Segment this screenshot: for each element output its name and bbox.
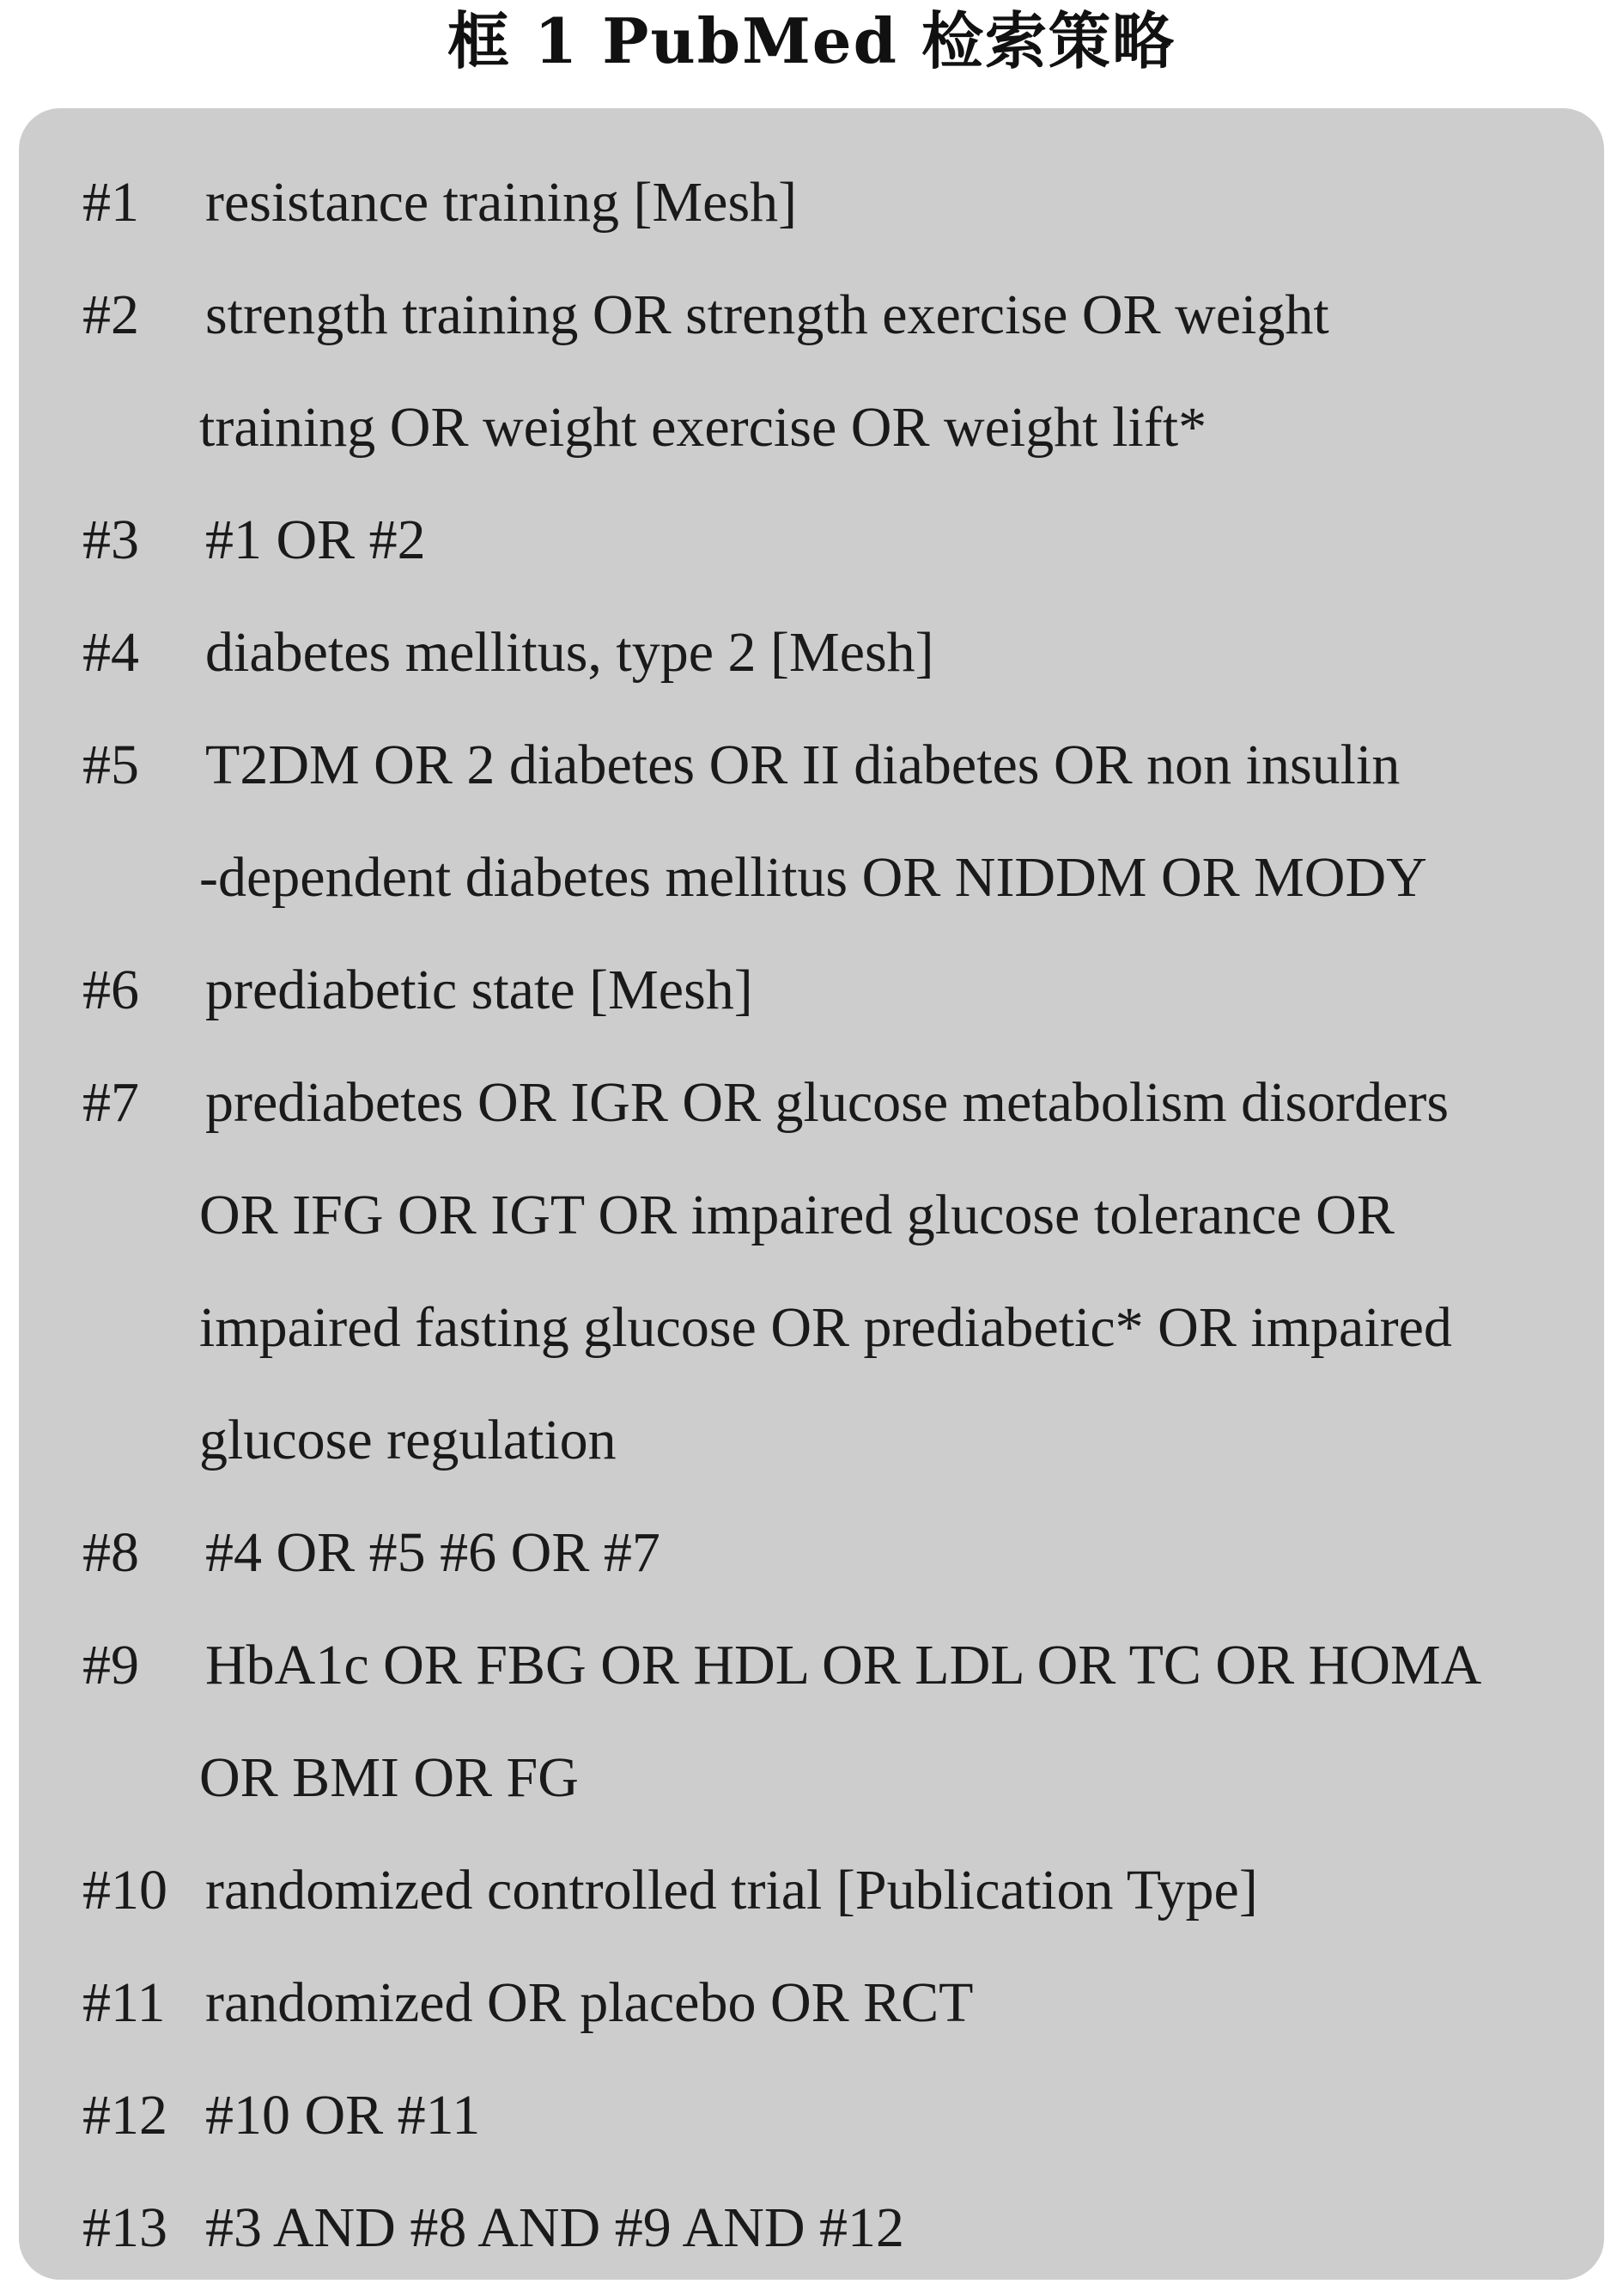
query-text: resistance training [Mesh] — [205, 171, 798, 234]
line-number: #3 — [82, 509, 139, 571]
query-text: #4 OR #5 #6 OR #7 — [205, 1521, 660, 1584]
strategy-line-continued — [62, 1159, 1556, 1271]
query-text: randomized controlled trial [Publication Type] — [205, 1859, 1258, 1921]
query-text: impaired fasting glucose OR prediabetic* OR impaired — [199, 1296, 1452, 1359]
query-text: T2DM OR 2 diabetes OR II diabetes OR non insulin — [205, 734, 1401, 796]
query-text: #10 OR #11 — [205, 2084, 481, 2147]
strategy-line — [62, 1834, 1556, 1946]
query-text: prediabetes OR IGR OR glucose metabolism disorders — [205, 1071, 1450, 1134]
query-text: HbA1c OR FBG OR HDL OR LDL OR TC OR HOMA — [205, 1634, 1482, 1696]
strategy-line-continued — [62, 1384, 1556, 1496]
strategy-line — [62, 2171, 1556, 2284]
strategy-line — [62, 146, 1556, 259]
strategy-line — [62, 1496, 1556, 1609]
line-number: #11 — [82, 1971, 166, 2034]
query-text: -dependent diabetes mellitus OR NIDDM OR MODY — [199, 846, 1427, 909]
query-text: training OR weight exercise OR weight lift* — [199, 396, 1207, 459]
query-text: #3 AND #8 AND #9 AND #12 — [205, 2196, 905, 2259]
strategy-line — [62, 934, 1556, 1046]
strategy-line — [62, 1046, 1556, 1159]
strategy-line-continued — [62, 821, 1556, 934]
query-text: #1 OR #2 — [205, 509, 426, 571]
line-number: #4 — [82, 621, 139, 684]
query-text: diabetes mellitus, type 2 [Mesh] — [205, 621, 934, 684]
strategy-line — [62, 484, 1556, 596]
strategy-line — [62, 2059, 1556, 2171]
search-strategy-list — [62, 146, 1556, 2284]
strategy-line — [62, 1609, 1556, 1721]
query-text: prediabetic state [Mesh] — [205, 959, 753, 1021]
line-number: #2 — [82, 283, 139, 346]
query-text: OR BMI OR FG — [199, 1746, 579, 1809]
line-number: #12 — [82, 2084, 167, 2147]
query-text: glucose regulation — [199, 1409, 617, 1471]
line-number: #6 — [82, 959, 139, 1021]
strategy-line — [62, 259, 1556, 371]
strategy-line-continued — [62, 1721, 1556, 1834]
line-number: #7 — [82, 1071, 139, 1134]
strategy-line-continued — [62, 1271, 1556, 1384]
line-number: #8 — [82, 1521, 139, 1584]
line-number: #10 — [82, 1859, 167, 1921]
line-number: #1 — [82, 171, 139, 234]
line-number: #13 — [82, 2196, 167, 2259]
line-number: #9 — [82, 1634, 139, 1696]
strategy-line — [62, 1946, 1556, 2059]
query-text: OR IFG OR IGT OR impaired glucose tolerance OR — [199, 1184, 1395, 1246]
query-text: strength training OR strength exercise OR weight — [205, 283, 1329, 346]
box-title: 框 1 PubMed 检索策略 — [447, 4, 1176, 77]
query-text: randomized OR placebo OR RCT — [205, 1971, 974, 2034]
line-number: #5 — [82, 734, 139, 796]
strategy-line — [62, 596, 1556, 709]
strategy-line-continued — [62, 371, 1556, 484]
strategy-line — [62, 709, 1556, 821]
